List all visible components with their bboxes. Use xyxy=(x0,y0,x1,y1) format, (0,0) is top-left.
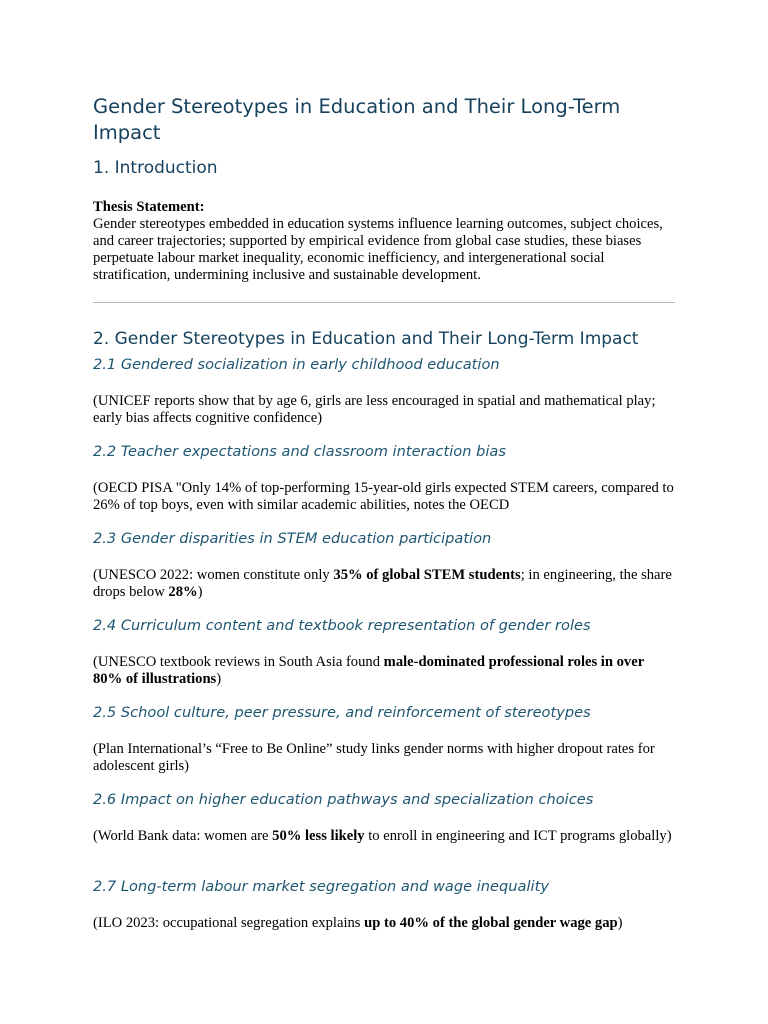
subsection-heading-2-3: 2.3 Gender disparities in STEM education participation xyxy=(93,530,492,547)
text-segment: (World Bank data: women are xyxy=(93,828,273,844)
subsection-heading-2-1: 2.1 Gendered socialization in early childhood education xyxy=(93,356,500,373)
bold-stat: 35% of global STEM students xyxy=(333,567,521,583)
thesis-paragraph xyxy=(93,199,675,284)
text-segment: ) xyxy=(197,584,203,600)
subsection-text-2-5: (Plan International’s “Free to Be Online” study links gender norms with higher dropout rates for adolescent girls) xyxy=(93,741,655,774)
subsection-text-2-3 xyxy=(93,567,675,601)
subsection-heading-2-2: 2.2 Teacher expectations and classroom interaction bias xyxy=(93,443,506,460)
section-divider xyxy=(93,302,675,303)
subsection-heading-2-4: 2.4 Curriculum content and textbook representation of gender roles xyxy=(93,617,591,634)
subsection-text-2-6 xyxy=(93,828,675,845)
subsection-heading-2-6: 2.6 Impact on higher education pathways and specialization choices xyxy=(93,791,594,808)
thesis-text: Gender stereotypes embedded in education systems influence learning outcomes, subject choices, and career trajectories; supported by empirical evidence from global case studies, these biases perpetuate labour market inequality, economic inefficiency, and intergenerational social stratification, undermining inclusive and sustainable development. xyxy=(93,216,663,283)
bold-stat: 50% less likely xyxy=(272,828,365,844)
subsection-heading-2-5: 2.5 School culture, peer pressure, and reinforcement of stereotypes xyxy=(93,704,591,721)
text-segment: to enroll in engineering and ICT programs globally) xyxy=(364,828,672,844)
text-segment: (UNESCO 2022: women constitute only xyxy=(93,567,334,583)
document-title: Gender Stereotypes in Education and Their Long-Term Impact xyxy=(93,95,621,144)
subsection-text-2-2: (OECD PISA "Only 14% of top-performing 15-year-old girls expected STEM careers, compared to 26% of top boys, even with similar academic abilities, notes the OECD xyxy=(93,480,674,513)
bold-stat: male-dominated professional roles in over 80% of illustrations xyxy=(93,654,644,687)
thesis-label: Thesis Statement: xyxy=(93,199,205,215)
subsection-text-2-1: (UNICEF reports show that by age 6, girls are less encouraged in spatial and mathematical play; early bias affects cognitive confidence) xyxy=(93,393,656,426)
bold-stat: up to 40% of the global gender wage gap xyxy=(364,915,618,931)
section2-heading: 2. Gender Stereotypes in Education and Their Long-Term Impact xyxy=(93,329,639,349)
text-segment: ) xyxy=(216,671,222,687)
text-segment: (ILO 2023: occupational segregation explains xyxy=(93,915,365,931)
subsection-text-2-4 xyxy=(93,654,675,688)
subsection-text-2-7 xyxy=(93,915,675,932)
text-segment: ) xyxy=(617,915,623,931)
text-segment: ; in engineering, the share drops below xyxy=(93,567,672,600)
text-segment: (UNESCO textbook reviews in South Asia found xyxy=(93,654,384,670)
subsection-heading-2-7: 2.7 Long-term labour market segregation and wage inequality xyxy=(93,878,549,895)
bold-stat: 28% xyxy=(168,584,198,600)
intro-heading: 1. Introduction xyxy=(93,158,218,178)
